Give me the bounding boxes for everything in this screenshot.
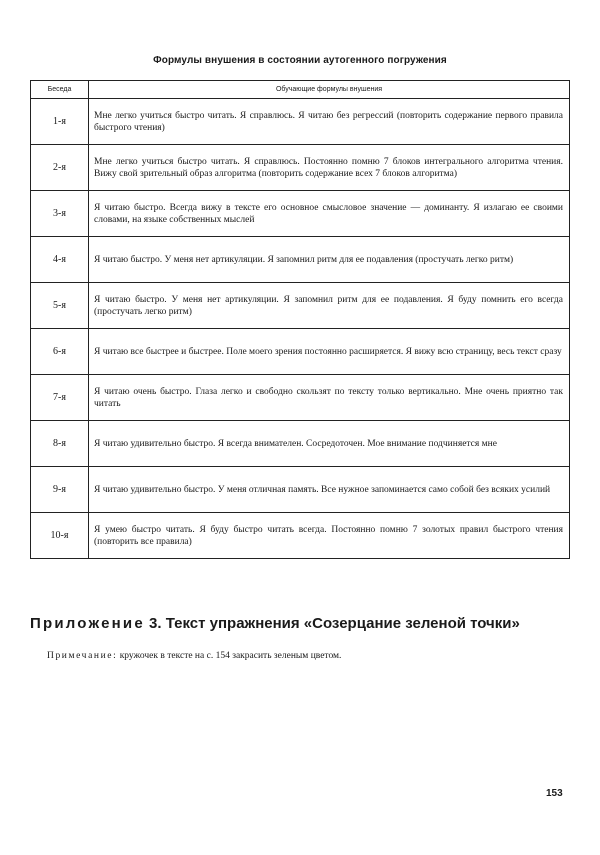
appendix-title: 3. Текст упражнения «Созерцание зеленой точки» <box>149 615 520 632</box>
appendix-heading <box>30 615 575 632</box>
conversation-cell: 4-я <box>31 237 89 283</box>
table-row <box>31 99 570 145</box>
table-row <box>31 467 570 513</box>
conversation-cell: 3-я <box>31 191 89 237</box>
conversation-cell: 5-я <box>31 283 89 329</box>
conversation-cell: 7-я <box>31 375 89 421</box>
table-title: Формулы внушения в состоянии аутогенного погружения <box>153 55 447 66</box>
column-header-formulas: Обучающие формулы внушения <box>89 81 570 99</box>
table-row <box>31 375 570 421</box>
table-row <box>31 283 570 329</box>
formula-cell: Мне легко учиться быстро читать. Я справлюсь. Постоянно помню 7 блоков интегрального алгоритма чтения. Вижу свой зрительный образ алгоритма (повторить содержание всех 7 блоков алгоритма) <box>89 145 570 191</box>
table-row <box>31 145 570 191</box>
note-label: Примечание: <box>47 651 118 661</box>
conversation-cell: 9-я <box>31 467 89 513</box>
note <box>47 651 341 661</box>
column-header-conversation: Беседа <box>31 81 89 99</box>
conversation-cell: 10-я <box>31 513 89 559</box>
note-text: кружочек в тексте на с. 154 закрасить зеленым цветом. <box>119 651 342 661</box>
table-row <box>31 329 570 375</box>
suggestion-formulas-table <box>30 80 570 559</box>
formula-cell: Я умею быстро читать. Я буду быстро читать всегда. Постоянно помню 7 золотых правил быстрого чтения (повторить все правила) <box>89 513 570 559</box>
formula-cell: Я читаю удивительно быстро. У меня отличная память. Все нужное запоминается само собой без всяких усилий <box>89 467 570 513</box>
formula-cell: Я читаю все быстрее и быстрее. Поле моего зрения постоянно расширяется. Я вижу всю страницу, весь текст сразу <box>89 329 570 375</box>
formula-cell: Мне легко учиться быстро читать. Я справлюсь. Я читаю без регрессий (повторить содержание первого правила быстрого чтения) <box>89 99 570 145</box>
table-header-row <box>31 81 570 99</box>
appendix-label: Приложение <box>30 615 145 632</box>
conversation-cell: 1-я <box>31 99 89 145</box>
table-row <box>31 513 570 559</box>
table-row <box>31 191 570 237</box>
table-row <box>31 237 570 283</box>
table-row <box>31 421 570 467</box>
formula-cell: Я читаю быстро. У меня нет артикуляции. Я запомнил ритм для ее подавления (простучать легко ритм) <box>89 237 570 283</box>
table-body <box>31 99 570 559</box>
page-number: 153 <box>546 788 563 799</box>
conversation-cell: 2-я <box>31 145 89 191</box>
conversation-cell: 6-я <box>31 329 89 375</box>
formula-cell: Я читаю быстро. У меня нет артикуляции. Я запомнил ритм для ее подавления. Я буду помнить его всегда (простучать легко ритм) <box>89 283 570 329</box>
formula-cell: Я читаю быстро. Всегда вижу в тексте его основное смысловое значение — доминанту. Я излагаю ее своими словами, на языке собственных мыслей <box>89 191 570 237</box>
conversation-cell: 8-я <box>31 421 89 467</box>
formula-cell: Я читаю очень быстро. Глаза легко и свободно скользят по тексту только вертикально. Мне очень приятно так читать <box>89 375 570 421</box>
formula-cell: Я читаю удивительно быстро. Я всегда внимателен. Сосредоточен. Мое внимание подчиняется мне <box>89 421 570 467</box>
